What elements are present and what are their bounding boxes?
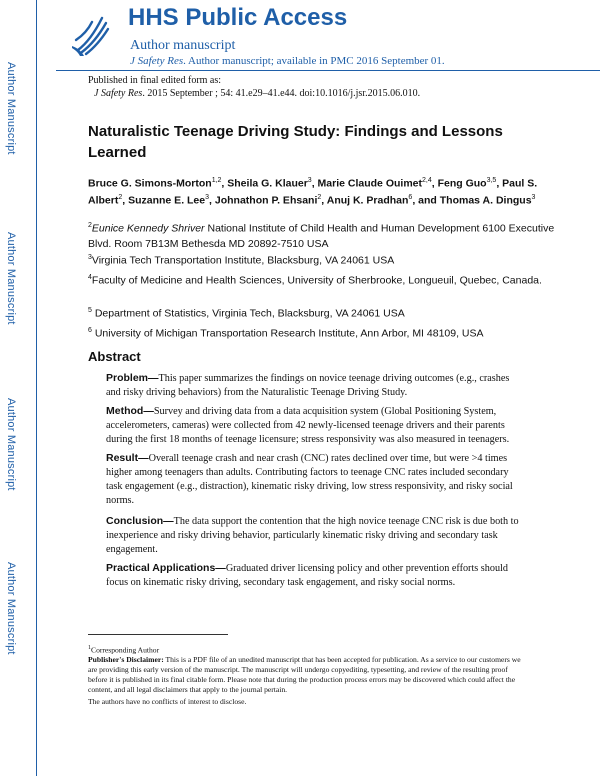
author: Thomas A. Dingus xyxy=(439,194,532,206)
author: Suzanne E. Lee xyxy=(128,194,206,206)
footnote-divider xyxy=(88,634,228,635)
conflicts-statement: The authors have no conflicts of interest to disclose. xyxy=(88,697,247,706)
sidebar-label: Author Manuscript xyxy=(5,398,17,491)
availability-text: . Author manuscript; available in PMC 2016 September 01. xyxy=(183,55,445,67)
citation-text: . 2015 September ; 54: 41.e29–41.e44. doi:10.1016/j.jsr.2015.06.010. xyxy=(142,88,421,99)
abstract-practical: Practical Applications—Graduated driver licensing policy and other prevention efforts should focus on kinematic risky driving, secondary task engagement, and risky social norms. xyxy=(106,562,508,588)
author-manuscript-subtitle: Author manuscript xyxy=(130,38,236,53)
author-list: Bruce G. Simons-Morton$^{1,2}$, Sheila G. Klauer$^3$, Marie Claude Ouimet$^{2,4}$, Feng Guo$^{3,5}$, Paul S. Albert$^2$, Suzanne E. Lee$^3$, Johnathon P. Ehsani$^2$, Anuj K. Pradhan$^6$, and Thomas A. Dingus$^3$ xyxy=(88,177,538,206)
hhs-eagle-icon xyxy=(68,10,116,58)
sidebar-label: Author Manuscript xyxy=(5,562,17,655)
abstract-result: Result—Overall teenage crash and near crash (CNC) rates declined over time, but were >4 times higher among teenagers than adults. Contributing factors to teenage CNC rates included secondary task engagement (e.g., distraction), kinematic risky driving, low stress responsivity, and risky social norms. xyxy=(106,452,513,506)
published-label: Published in final edited form as: xyxy=(88,75,222,86)
left-margin-bar xyxy=(0,0,37,776)
availability-line xyxy=(130,55,445,67)
article-title: Naturalistic Teenage Driving Study: Findings and Lessons Learned xyxy=(88,123,503,161)
publisher-disclaimer: Publisher's Disclaimer: This is a PDF file of an unedited manuscript that has been accepted for publication. As a service to our customers we are providing this early version of the manuscript. The manuscript will undergo copyediting, typesetting, and review of the resulting proof before it is published in its final citable form. Please note that during the production process errors may be discovered which could affect the content, and all legal disclaimers that apply to the journal pertain. xyxy=(88,655,521,694)
author: Marie Claude Ouimet xyxy=(317,177,422,190)
author: Bruce G. Simons-Morton xyxy=(88,177,212,190)
author: Sheila G. Klauer xyxy=(227,177,308,190)
author: Paul S. Albert xyxy=(88,177,538,206)
abstract-heading: Abstract xyxy=(88,349,141,364)
affiliation: $^4$Faculty of Medicine and Health Sciences, University of Sherbrooke, Longueuil, Quebec, Canada. xyxy=(88,274,542,287)
citation xyxy=(94,88,420,99)
abstract-conclusion: Conclusion—The data support the contention that the high novice teenage CNC risk is due both to inexperience and risky driving behavior, particularly kinematic risky driving and secondary task engagement. xyxy=(106,515,519,555)
affiliation: $^5$ Department of Statistics, Virginia Tech, Blacksburg, VA 24061 USA xyxy=(88,307,405,320)
author: Anuj K. Pradhan xyxy=(326,194,409,206)
journal-name: J Safety Res xyxy=(130,55,184,67)
abstract-problem: Problem—This paper summarizes the findings on novice teenage driving outcomes (e.g., crashes and risky driving behaviors) from the Naturalistic Teenage Driving Study. xyxy=(106,372,510,398)
author: Feng Guo xyxy=(437,177,487,190)
affiliation: $^2$Eunice Kennedy Shriver National Institute of Child Health and Human Development 6100 Executive Blvd. Room 7B13M Bethesda MD 20892-7510 USA xyxy=(88,222,555,250)
header-divider xyxy=(56,70,600,71)
affiliation: $^6$ University of Michigan Transportation Research Institute, Ann Arbor, MI 48109, USA xyxy=(88,327,484,340)
sidebar-label: Author Manuscript xyxy=(5,62,17,155)
hhs-title: HHS Public Access xyxy=(128,4,348,31)
footnote-corresponding: $^1$Corresponding Author xyxy=(88,645,160,655)
sidebar-label: Author Manuscript xyxy=(5,232,17,325)
affiliation: $^3$Virginia Tech Transportation Institute, Blacksburg, VA 24061 USA xyxy=(88,254,395,267)
author: Johnathon P. Ehsani xyxy=(214,194,318,206)
citation-journal: J Safety Res xyxy=(94,88,143,99)
abstract-method: Method—Survey and driving data from a data acquisition system (Global Positioning System, accelerometers, cameras) were collected from 42 newly-licensed teenage drivers and their parents during the first 18 months of teenage licensure; stress responsivity was also measured in teenagers. xyxy=(106,405,510,445)
